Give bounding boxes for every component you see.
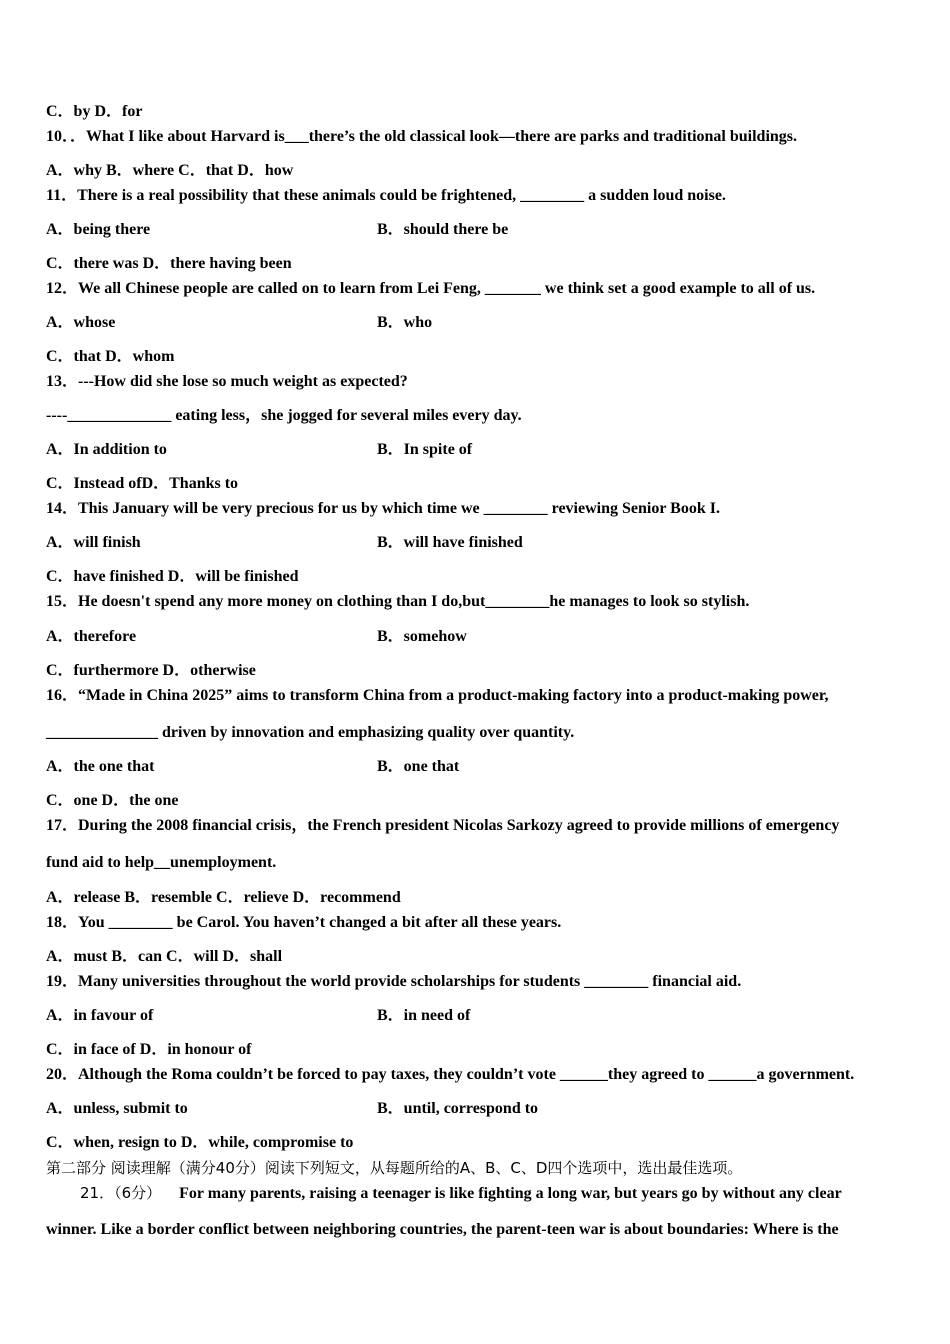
q13-options-cd: C．Instead ofD．Thanks to [46,475,239,492]
q17-stem-line2: fund aid to help__unemployment. [46,854,277,871]
q12-option-b: B．who [377,314,433,331]
q15-option-b: B．somehow [377,628,467,645]
q14-stem: 14．This January will be very precious for us by which time we ________ reviewing Senior Book I. [46,500,720,517]
q12-option-row-ab [46,313,433,333]
q13-stem: 13．---How did she lose so much weight as expected? [46,373,408,390]
q15-option-row-ab [46,627,467,647]
q9-options-cd: C．by D．for [46,103,143,120]
q11-option-a: A．being there [46,221,151,238]
q14-option-a: A．will finish [46,534,141,551]
q16-stem-line2: ______________ driven by innovation and emphasizing quality over quantity. [46,724,575,741]
q13-option-b: B．In spite of [377,441,473,458]
q12-options-cd: C．that D．whom [46,348,175,365]
q14-option-row-ab [46,533,523,553]
q20-options-cd: C．when, resign to D．while, compromise to [46,1134,354,1151]
q16-option-a: A．the one that [46,758,155,775]
q19-option-a: A．in favour of [46,1007,154,1024]
q21-text-line1: For many parents, raising a teenager is like fighting a long war, but years go by without any clear [179,1185,842,1202]
q11-option-b: B．should there be [377,221,509,238]
q16-stem-line1: 16．“Made in China 2025” aims to transform China from a product-making factory into a product-making power, [46,687,829,704]
q10-options: A．why B．where C．that D．how [46,162,294,179]
q20-option-b: B．until, correspond to [377,1100,539,1117]
q15-stem: 15．He doesn't spend any more money on clothing than I do,but________he manages to look so stylish. [46,593,750,610]
q14-options-cd: C．have finished D．will be finished [46,568,299,585]
q20-option-row-ab [46,1099,539,1119]
q19-option-b: B．in need of [377,1007,471,1024]
q17-stem-line1: 17．During the 2008 financial crisis，the French president Nicolas Sarkozy agreed to provide millions of emergency [46,817,840,834]
part2-heading: 第二部分 阅读理解（满分40分）阅读下列短文，从每题所给的A、B、C、D四个选项中，选出最佳选项。 [46,1159,743,1177]
q15-options-cd: C．furthermore D．otherwise [46,662,256,679]
q17-options: A．release B．resemble C．relieve D．recommend [46,889,401,906]
q19-options-cd: C．in face of D．in honour of [46,1041,252,1058]
q21-passage-line2: winner. Like a border conflict between neighboring countries, the parent-teen war is about boundaries: Where is the [46,1221,839,1238]
q11-option-row-ab [46,220,509,240]
q12-stem: 12．We all Chinese people are called on to learn from Lei Feng, _______ we think set a good example to all of us. [46,280,816,297]
q20-option-a: A．unless, submit to [46,1100,188,1117]
q10-stem: 10．．What I like about Harvard is___there’s the old classical look—there are parks and traditional buildings. [46,128,798,145]
q16-option-row-ab [46,757,460,777]
q18-options: A．must B．can C．will D．shall [46,948,283,965]
q13-option-a: A．In addition to [46,441,167,458]
q19-option-row-ab [46,1006,471,1026]
q21-prefix: 21．（6分） [80,1184,162,1202]
q11-stem: 11．There is a real possibility that these animals could be frightened, ________ a sudden loud noise. [46,187,726,204]
q19-stem: 19．Many universities throughout the world provide scholarships for students ________ financial aid. [46,973,742,990]
q15-option-a: A．therefore [46,628,137,645]
q16-option-b: B．one that [377,758,460,775]
q16-options-cd: C．one D．the one [46,792,179,809]
q12-option-a: A．whose [46,314,116,331]
q13-option-row-ab [46,440,473,460]
q18-stem: 18．You ________ be Carol. You haven’t changed a bit after all these years. [46,914,562,931]
q20-stem: 20．Although the Roma couldn’t be forced to pay taxes, they couldn’t vote ______they agreed to ______a government. [46,1066,855,1083]
q13-reply: ----_____________ eating less，she jogged for several miles every day. [46,407,522,424]
q21-passage-line1 [80,1183,842,1204]
q11-options-cd: C．there was D．there having been [46,255,292,272]
q14-option-b: B．will have finished [377,534,523,551]
